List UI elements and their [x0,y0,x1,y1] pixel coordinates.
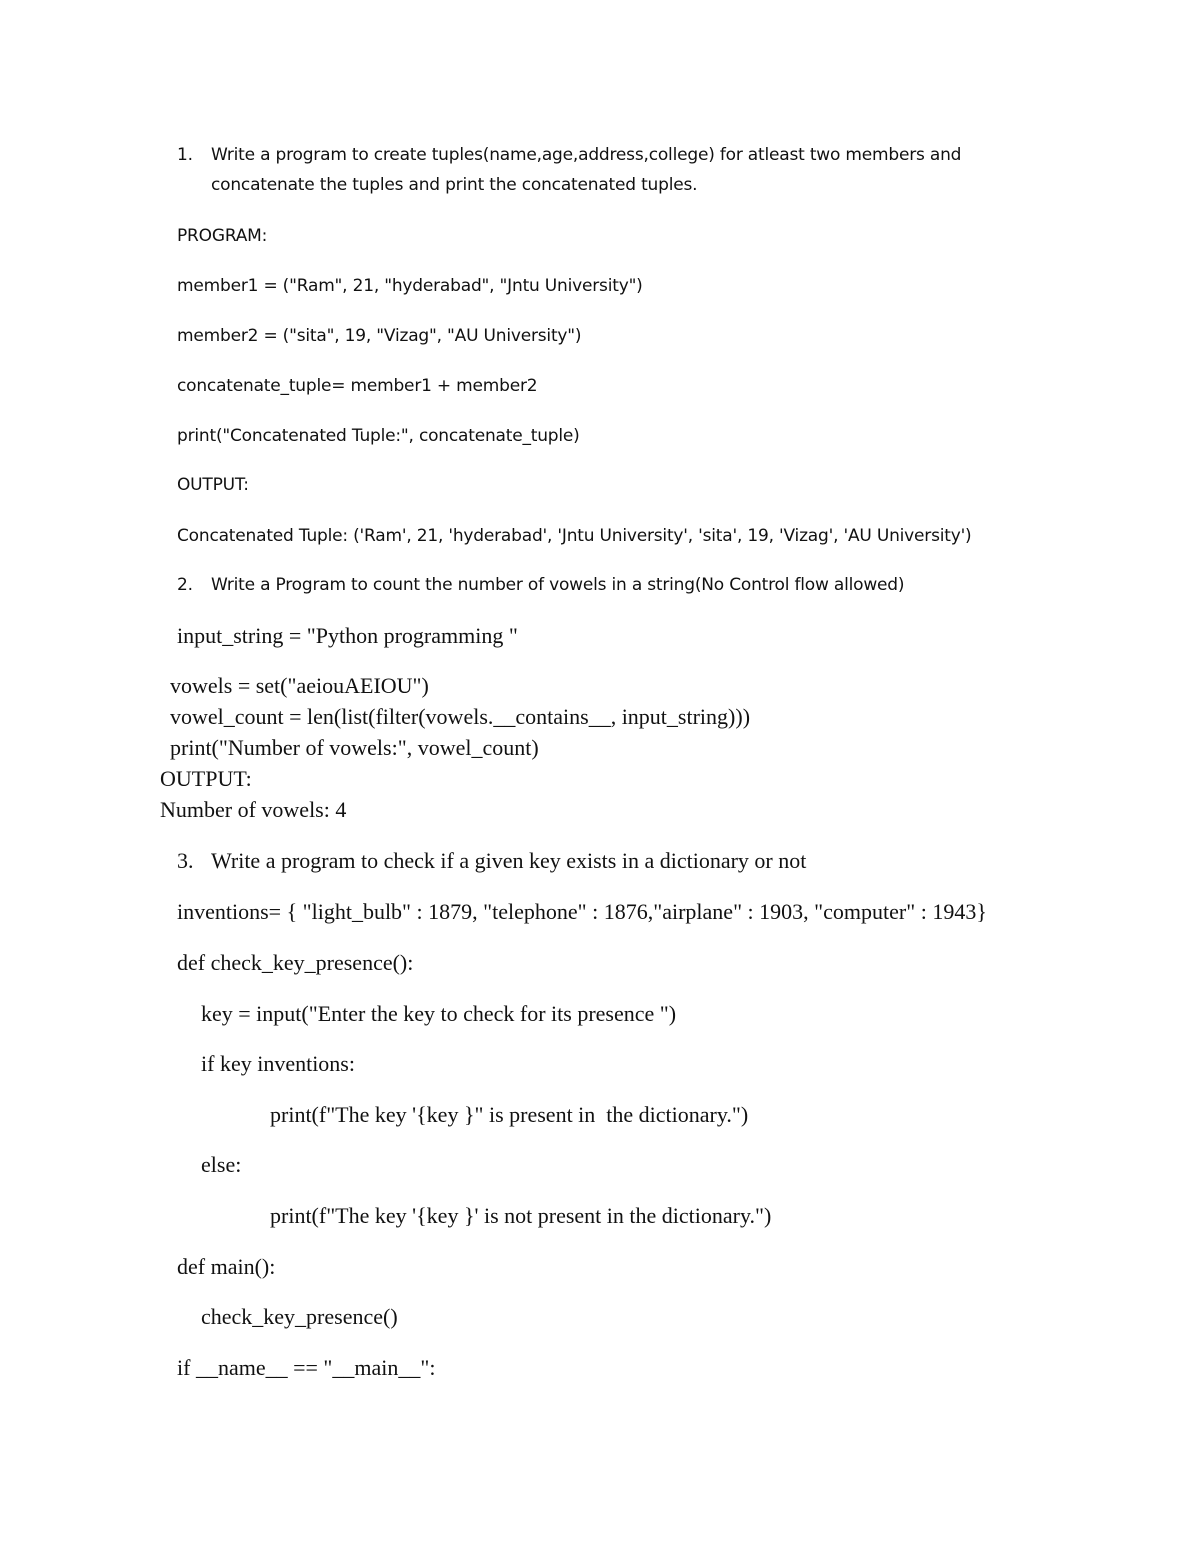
code-line: if __name__ == "__main__": [177,1355,436,1380]
code-line: member2 = ("sita", 19, "Vizag", "AU University") [177,326,582,346]
code-line: member1 = ("Ram", 21, "hyderabad", "Jntu University") [177,276,643,296]
code-line: print(f"The key '{key }" is present in the dictionary.") [270,1102,749,1127]
code-line: if key inventions: [201,1051,355,1076]
question-2-number: 2. [177,575,193,595]
question-2-text: Write a Program to count the number of vowels in a string(No Control flow allowed) [211,575,905,595]
code-line: def check_key_presence(): [177,950,414,975]
code-line: inventions= { "light_bulb" : 1879, "telephone" : 1876,"airplane" : 1903, "computer" : 1943} [177,899,987,924]
code-line: print(f"The key '{key }' is not present in the dictionary.") [270,1203,772,1228]
code-line: check_key_presence() [201,1304,398,1329]
question-1-text-line2: concatenate the tuples and print the concatenated tuples. [211,175,698,195]
output-label: OUTPUT: [160,766,252,791]
program-label: PROGRAM: [177,226,268,246]
code-line: else: [201,1152,242,1177]
output-text: Concatenated Tuple: ('Ram', 21, 'hyderabad', 'Jntu University', 'sita', 19, 'Vizag', 'AU University') [177,526,972,546]
question-1-text-line1: Write a program to create tuples(name,age,address,college) for atleast two members and [211,145,962,165]
question-1-number: 1. [177,145,193,165]
question-3-text: Write a program to check if a given key exists in a dictionary or not [211,848,807,873]
question-3-number: 3. [177,848,194,873]
code-line: print("Number of vowels:", vowel_count) [170,735,539,760]
output-label: OUTPUT: [177,475,249,495]
code-line: key = input("Enter the key to check for its presence ") [201,1001,677,1026]
code-line: def main(): [177,1254,276,1279]
code-line: input_string = "Python programming " [177,623,518,648]
code-line: print("Concatenated Tuple:", concatenate_tuple) [177,426,580,446]
code-line: vowel_count = len(list(filter(vowels.__contains__, input_string))) [170,704,751,729]
code-line: concatenate_tuple= member1 + member2 [177,376,538,396]
output-text: Number of vowels: 4 [160,797,347,822]
code-line: vowels = set("aeiouAEIOU") [170,673,429,698]
